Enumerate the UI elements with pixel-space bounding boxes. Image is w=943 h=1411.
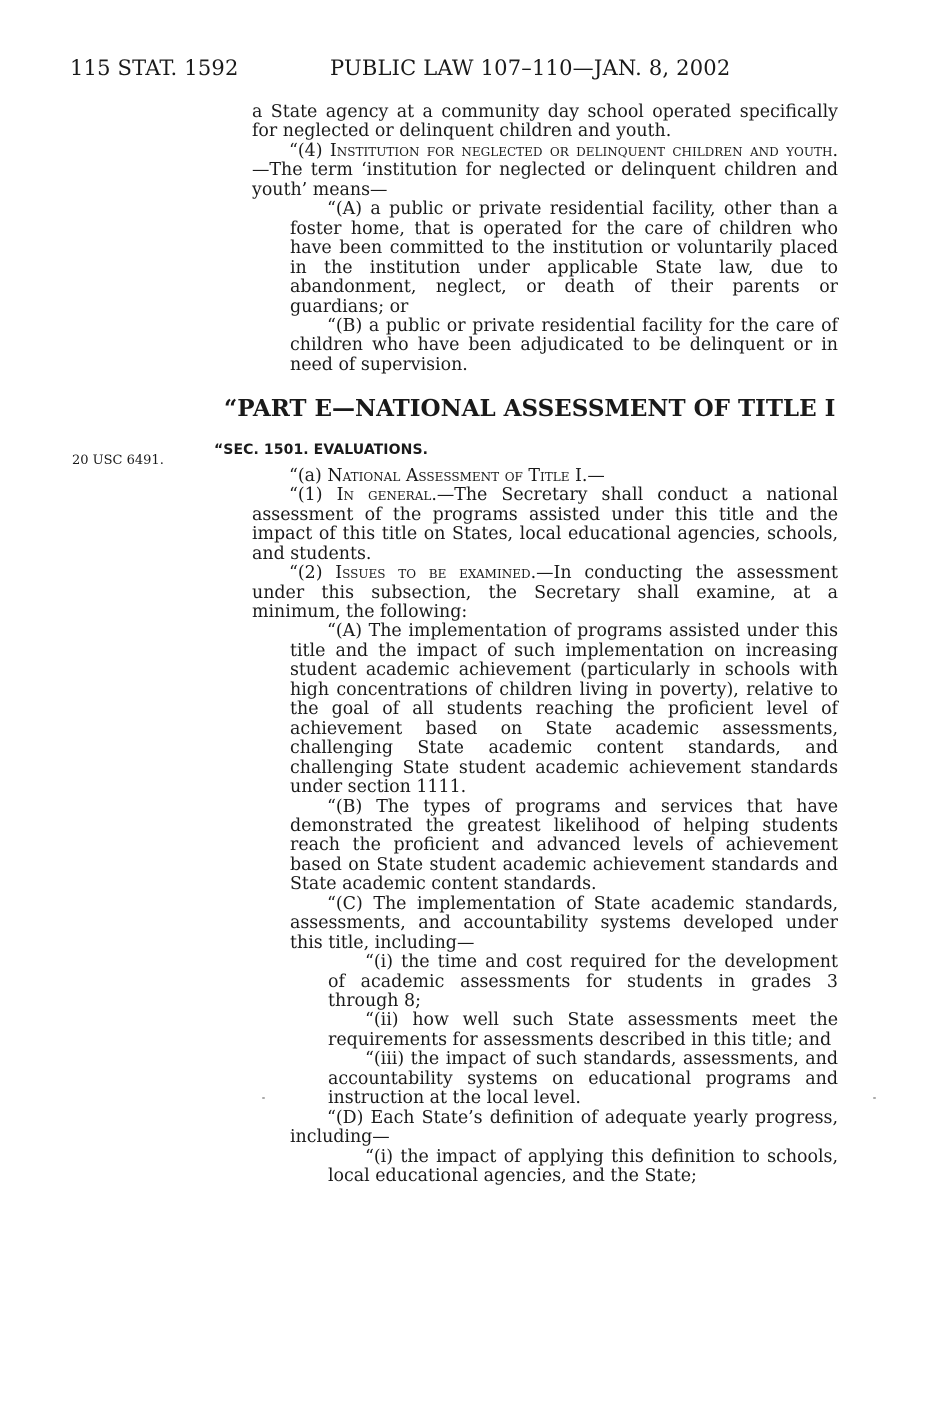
subparagraph-a2c: “(C) The implementation of State academic standards, assessments, and accountability systems developed under this title, including— [290,893,838,953]
para-number: “(4) [289,140,330,161]
subparagraph-a2d: “(D) Each State’s definition of adequate yearly progress, including— [290,1107,838,1148]
paragraph-a1 [252,486,838,564]
subparagraph-a2a: “(A) The implementation of programs assisted under this title and the impact of such implementation on increasing student academic achievement (particularly in schools with high concentrations of children living in poverty), relative to the goal of all students reaching the proficient level of achievement based on State academic assessments, challenging State academic content standards, and challenging State student academic achievement standards under section 1111. [290,621,838,798]
section-heading: “SEC. 1501. EVALUATIONS. [214,442,429,459]
para-number: “(2) [289,563,336,584]
paragraph: a State agency at a community day school operated specifically for neglected or delinquent children and youth. [252,102,838,142]
paragraph-text: .—The Secretary shall conduct a national assessment of the programs assisted under this title and the impact of this title on States, local educational agencies, schools, and students. [252,485,838,564]
subparagraph-b: “(B) a public or private residential facility for the care of children who have been adjudicated to be delinquent or in need of supervision. [290,315,838,375]
paragraph-a2 [252,564,838,622]
subparagraph-a: “(A) a public or private residential facility, other than a foster home, that is operated for the care of children who have been committed to the institution or voluntarily placed in the institution under applicable State law, due to abandonment, neglect, or death of their parents or guardians; or [290,199,838,317]
paragraph-4 [252,142,838,200]
para-number: “(a) [289,465,328,486]
para-number: “(1) [289,485,337,506]
subsection-a [252,467,838,486]
clause-ii: “(ii) how well such State assessments meet the requirements for assessments described in this title; and [328,1010,838,1050]
scan-speck [873,1097,876,1099]
subsection-heading: National Assessment of Title I [327,465,582,486]
clause-i: “(i) the time and cost required for the development of academic assessments for students in grades 3 through 8; [328,952,838,1012]
paragraph-text: .—The term ‘institution for neglected or delinquent children and youth’ means— [252,140,838,200]
clause-iii: “(iii) the impact of such standards, assessments, and accountability systems on educational programs and instruction at the local level. [328,1049,838,1109]
paragraph-heading: In general [336,485,432,506]
part-heading: “PART E—NATIONAL ASSESSMENT OF TITLE I [224,395,836,423]
paragraph-text: .— [581,465,605,486]
running-header: PUBLIC LAW 107–110—JAN. 8, 2002 [330,56,731,80]
clause-d-i: “(i) the impact of applying this definition to schools, local educational agencies, and the State; [328,1146,838,1187]
paragraph-heading: Institution for neglected or delinquent children and youth [329,140,833,161]
page-stat-citation: 115 STAT. 1592 [70,56,239,80]
subparagraph-a2b: “(B) The types of programs and services that have demonstrated the greatest likelihood of helping students reach the proficient and advanced levels of achievement based on State student academic achievement standards and State academic content standards. [290,796,838,895]
body-text [214,102,838,1187]
paragraph-heading: Issues to be examined [335,563,531,584]
scan-speck [262,1097,265,1099]
paragraph-text: .—In conducting the assessment under this subsection, the Secretary shall examine, at a minimum, the following: [252,563,838,622]
margin-citation: 20 USC 6491. [72,453,164,468]
